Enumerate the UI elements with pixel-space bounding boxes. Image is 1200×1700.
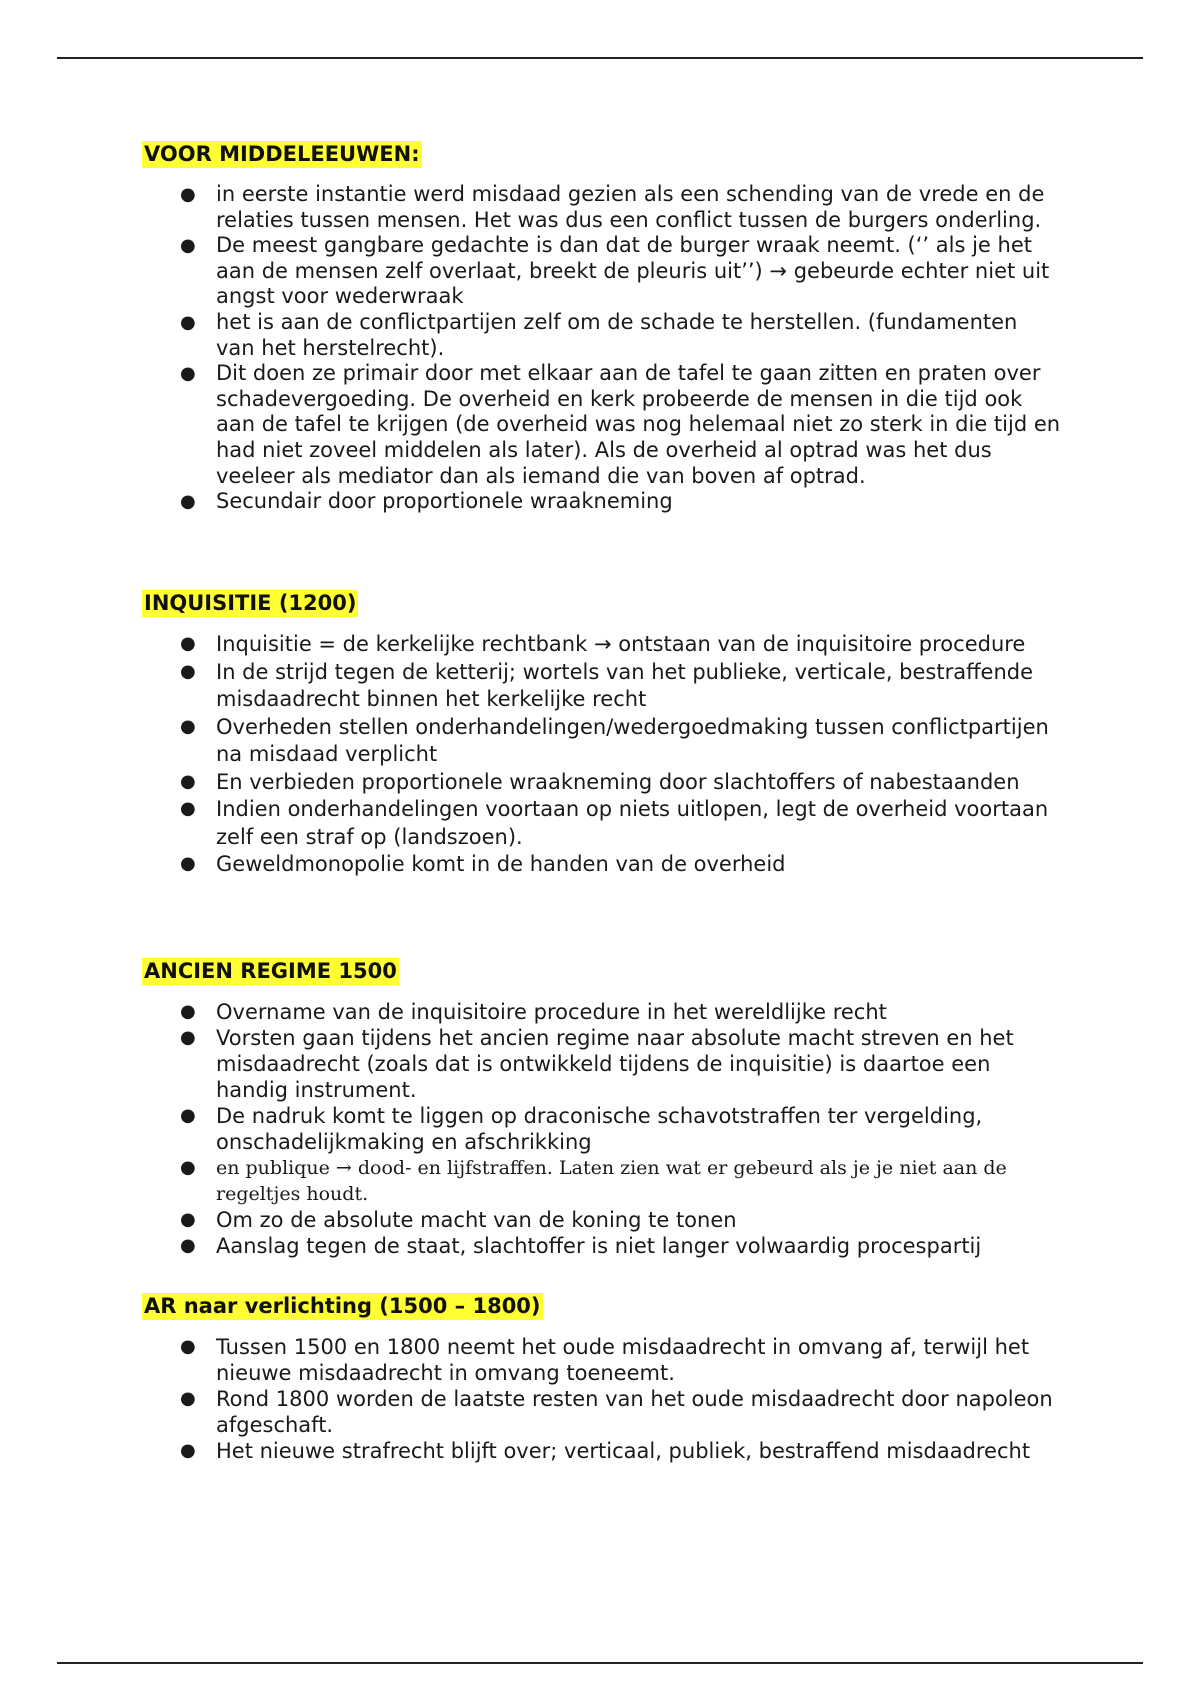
list-item: ● Indien onderhandelingen voortaan op niets uitlopen, legt de overheid voortaan zelf een straf op (landszoen). xyxy=(180,797,1049,849)
bullet-icon: ● xyxy=(180,491,196,513)
bullet-icon: ● xyxy=(180,1105,196,1126)
bullet-icon: ● xyxy=(180,1027,196,1048)
bullet-icon: ● xyxy=(180,1209,196,1230)
list-item: ● Overheden stellen onderhandelingen/wedergoedmaking tussen conflictpartijen na misdaad verplicht xyxy=(180,714,1049,766)
bullet-icon: ● xyxy=(180,1440,196,1461)
list-item: ● Om zo de absolute macht van de koning te tonen xyxy=(180,1208,737,1232)
list-item: ● Het nieuwe strafrecht blijft over; verticaal, publiek, bestraffend misdaadrecht xyxy=(180,1439,1031,1463)
list-item: ● De meest gangbare gedachte is dan dat de burger wraak neemt. (‘’ als je het aan de mensen zelf overlaat, breekt de pleuris uit’’) → gebeurde echter niet uit angst voor wederwraak xyxy=(180,233,1050,309)
list-item: ● Aanslag tegen de staat, slachtoffer is niet langer volwaardig procespartij xyxy=(180,1234,982,1258)
bullet-icon: ● xyxy=(180,853,196,874)
list-item: ● En verbieden proportionele wraakneming door slachtoffers of nabestaanden xyxy=(180,769,1020,794)
bullet-icon: ● xyxy=(180,660,196,682)
bullet-icon: ● xyxy=(180,235,196,257)
bullet-list xyxy=(142,182,1062,515)
section-ancien-regime xyxy=(142,958,1062,1259)
list-item: ● Geweldmonopolie komt in de handen van de overheid xyxy=(180,852,786,876)
section-inquisitie xyxy=(142,590,1062,879)
bullet-icon: ● xyxy=(180,798,196,819)
section-ar-naar-verlichting xyxy=(142,1293,1062,1464)
bullet-icon: ● xyxy=(180,1388,196,1409)
section-heading: ANCIEN REGIME 1500 xyxy=(144,959,397,983)
bullet-icon: ● xyxy=(180,715,196,737)
bullet-icon: ● xyxy=(180,311,196,333)
list-item: ● Overname van de inquisitoire procedure in het wereldlijke recht xyxy=(180,1000,887,1024)
footer-rule xyxy=(57,1662,1143,1664)
bullet-icon: ● xyxy=(180,1001,196,1022)
bullet-list xyxy=(142,999,1062,1259)
section-heading: INQUISITIE (1200) xyxy=(144,591,357,615)
bullet-icon: ● xyxy=(180,770,196,792)
list-item: ● het is aan de conflictpartijen zelf om de schade te herstellen. (fundamenten van het herstelrecht). xyxy=(180,309,1018,360)
list-item: ● Secundair door proportionele wraakneming xyxy=(180,489,673,514)
list-item: ● in eerste instantie werd misdaad gezien als een schending van de vrede en de relaties tussen mensen. Het was dus een conflict tussen de burgers onderling. xyxy=(180,182,1045,232)
bullet-list xyxy=(142,631,1062,879)
list-item: ● De nadruk komt te liggen op draconische schavotstraffen ter vergelding, onschadelijkmaking en afschrikking xyxy=(180,1104,983,1154)
list-item: ● In de strijd tegen de ketterij; wortels van het publieke, verticale, bestraffende misdaadrecht binnen het kerkelijke recht xyxy=(180,659,1034,711)
list-item: ● en publique → dood- en lijfstraffen. Laten zien wat er gebeurd als je je niet aan de regeltjes houdt. xyxy=(180,1157,1007,1205)
list-item: ● Tussen 1500 en 1800 neemt het oude misdaadrecht in omvang af, terwijl het nieuwe misdaadrecht in omvang toeneemt. xyxy=(180,1335,1030,1385)
bullet-icon: ● xyxy=(180,1235,196,1256)
section-heading: VOOR MIDDELEEUWEN: xyxy=(144,142,420,166)
bullet-icon: ● xyxy=(180,1157,196,1178)
section-voor-middeleeuwen xyxy=(142,141,1062,515)
list-item: ● Dit doen ze primair door met elkaar aan de tafel te gaan zitten en praten over schadevergoeding. De overheid en kerk probeerde de mensen in die tijd ook aan de tafel te krijgen (de overheid was nog helemaal niet zo sterk in die tijd en had niet zoveel middelen als later). Als de overheid al optrad was het dus veeleer als mediator dan als iemand die van boven af optrad. xyxy=(180,361,1061,488)
bullet-icon: ● xyxy=(180,363,196,385)
header-rule xyxy=(57,57,1143,59)
list-item: ● Rond 1800 worden de laatste resten van het oude misdaadrecht door napoleon afgeschaft. xyxy=(180,1387,1053,1437)
list-item: ● Inquisitie = de kerkelijke rechtbank → ontstaan van de inquisitoire procedure xyxy=(180,632,1026,656)
bullet-icon: ● xyxy=(180,633,196,654)
section-heading: AR naar verlichting (1500 – 1800) xyxy=(144,1294,541,1318)
bullet-icon: ● xyxy=(180,184,196,205)
bullet-list xyxy=(142,1334,1062,1464)
bullet-icon: ● xyxy=(180,1336,196,1357)
list-item: ● Vorsten gaan tijdens het ancien regime naar absolute macht streven en het misdaadrecht (zoals dat is ontwikkeld tijdens de inquisitie) is daartoe een handig instrument. xyxy=(180,1026,1014,1102)
